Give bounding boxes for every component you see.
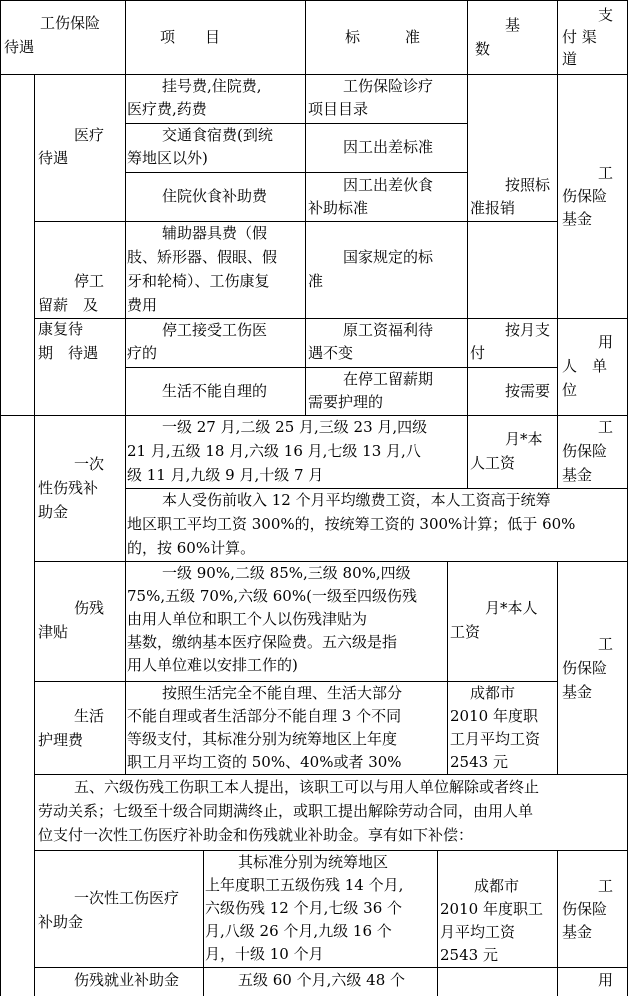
disability-lump-payer: 基金 <box>562 466 593 484</box>
nursing-standard: 等级支付，其标准分别为统筹地区上年度 <box>127 730 398 748</box>
medical-lump-label: 一次性工伤医疗 <box>74 889 180 907</box>
suspension-item: 疗的 <box>127 344 158 362</box>
suspension-base: 付 <box>470 344 486 362</box>
rehab-label: 留薪 及 <box>38 296 99 314</box>
allowance-label: 津贴 <box>38 623 69 641</box>
header-base-line1: 基 <box>505 16 521 34</box>
care-standard: 在停工留薪期 <box>343 370 434 388</box>
suspension-standard: 遇不变 <box>308 344 354 362</box>
medical-lump-standard: 上年度职工五级伤残 14 个月, <box>205 876 404 894</box>
aids-standard: 准 <box>308 272 324 290</box>
medical-item: 住院伙食补助费 <box>162 187 268 205</box>
nursing-standard: 职工月平均工资的 50%、40%或者 30% <box>127 753 402 771</box>
medical-item: 筹地区以外) <box>127 149 208 167</box>
medical-lump-base: 月平均工资 <box>440 923 516 941</box>
employment-lump-payer: 用 <box>598 971 614 989</box>
nursing-label: 护理费 <box>38 731 84 749</box>
disability-lump-note: 地区职工平均工资 300%的，按统筹工资的 300%计算；低于 60% <box>127 515 576 533</box>
medical-standard: 补助标准 <box>308 199 369 217</box>
medical-item: 交通食宿费(到统 <box>162 126 273 144</box>
medical-payer: 伤保险 <box>562 187 608 205</box>
rehab-payer: 位 <box>562 381 578 399</box>
disability-lump-label: 助金 <box>38 503 69 521</box>
rehab-label: 康复待 <box>38 320 84 338</box>
disability-lump-payer: 工 <box>598 418 614 436</box>
medical-base: 按照标 <box>505 176 551 194</box>
medical-lump-base: 2010 年度职工 <box>440 900 543 918</box>
medical-item: 挂号费,住院费, <box>162 77 262 95</box>
nursing-label: 生活 <box>74 707 105 725</box>
medical-payer: 工 <box>598 164 614 182</box>
suspension-standard: 原工资福利待 <box>343 321 434 339</box>
aids-item: 费用 <box>127 296 158 314</box>
medical-standard: 因工出差标准 <box>343 138 434 156</box>
aids-standard: 国家规定的标 <box>343 248 434 266</box>
medical-lump-base: 2543 元 <box>440 946 498 964</box>
allowance-standard: 75%,五级 70%,六级 60%(一级至四级伤残 <box>127 587 417 605</box>
nursing-base: 2543 元 <box>450 753 508 771</box>
medical-label: 医疗 <box>74 126 105 144</box>
termination-note-line: 五、六级伤残工伤职工本人提出，该职工可以与用人单位解除或者终止 <box>74 778 540 796</box>
medical-standard: 项目目录 <box>308 100 369 118</box>
medical-item: 医疗费,药费 <box>127 100 207 118</box>
aids-item: 肢、矫形器、假眼、假 <box>127 248 278 266</box>
nursing-standard: 不能自理或者生活部分不能自理 3 个不同 <box>127 707 402 725</box>
rehab-payer: 人 单 <box>562 357 608 375</box>
medical-label: 待遇 <box>38 149 69 167</box>
rehab-payer: 用 <box>598 333 614 351</box>
medical-base: 准报销 <box>470 199 516 217</box>
allowance-standard: 基数，缴纳基本医疗保险费。五六级是指 <box>127 633 398 651</box>
aids-item: 辅助器具费（假 <box>162 224 268 242</box>
medical-lump-standard: 月，十级 10 个月 <box>205 945 324 963</box>
disability-lump-base: 人工资 <box>470 454 516 472</box>
header-benefit-line1: 工伤保险 <box>40 14 101 32</box>
care-base: 按需要 <box>505 382 551 400</box>
disability-lump-note: 本人受伤前收入 12 个月平均缴费工资，本人工资高于统筹 <box>162 491 551 509</box>
allowance-standard: 一级 90%,二级 85%,三级 80%,四级 <box>162 564 411 582</box>
nursing-standard: 按照生活完全不能自理、生活大部分 <box>162 684 403 702</box>
header-item: 项 目 <box>160 28 221 46</box>
disability-lump-payer: 伤保险 <box>562 442 608 460</box>
nursing-payer: 伤保险 <box>562 659 608 677</box>
header-base-line2: 数 <box>475 40 491 58</box>
medical-payer: 基金 <box>562 210 593 228</box>
allowance-standard: 由用人单位和职工个人以伤残津贴为 <box>127 610 368 628</box>
termination-note-line: 位支付一次性工伤医疗补助金和伤残就业补助金。享有如下补偿： <box>38 826 474 844</box>
nursing-base: 成都市 <box>470 684 516 702</box>
medical-lump-label: 补助金 <box>38 913 84 931</box>
disability-lump-grades: 21 月,五级 18 月,六级 16 月,七级 13 月,八 <box>127 442 421 460</box>
nursing-payer: 基金 <box>562 683 593 701</box>
aids-item: 牙和轮椅）、工伤康复 <box>127 272 270 290</box>
allowance-standard: 用人单位难以安排工作的) <box>127 656 298 674</box>
suspension-item: 停工接受工伤医 <box>162 321 268 339</box>
allowance-label: 伤残 <box>74 599 105 617</box>
care-standard: 需要护理的 <box>308 393 384 411</box>
care-item: 生活不能自理的 <box>162 382 268 400</box>
nursing-payer: 工 <box>598 635 614 653</box>
medical-lump-payer: 工 <box>598 877 614 895</box>
medical-lump-standard: 其标准分别为统筹地区 <box>238 853 389 871</box>
termination-note-line: 劳动关系；七级至十级合同期满终止，或职工提出解除劳动合同，由用人单 <box>38 802 534 820</box>
allowance-base: 月*本人 <box>485 599 538 617</box>
disability-lump-grades: 一级 27 月,二级 25 月,三级 23 月,四级 <box>162 418 428 436</box>
disability-lump-label: 性伤残补 <box>38 479 99 497</box>
medical-lump-payer: 基金 <box>562 923 593 941</box>
medical-lump-payer: 伤保险 <box>562 900 608 918</box>
header-payer-line1: 支 <box>598 6 614 24</box>
disability-lump-label: 一次 <box>74 455 105 473</box>
rehab-label: 停工 <box>74 272 105 290</box>
header-standard: 标 准 <box>345 28 421 46</box>
medical-lump-standard: 月,八级 26 个月,九级 16 个 <box>205 922 392 940</box>
nursing-base: 工月平均工资 <box>450 730 541 748</box>
header-payer-line3: 道 <box>562 50 578 68</box>
medical-lump-base: 成都市 <box>474 877 520 895</box>
medical-standard: 工伤保险诊疗 <box>343 77 434 95</box>
employment-lump-standard: 五级 60 个月,六级 48 个 <box>238 971 406 989</box>
allowance-base: 工资 <box>450 623 481 641</box>
rehab-label: 期 待遇 <box>38 344 99 362</box>
medical-lump-standard: 六级伤残 12 个月,七级 36 个 <box>205 899 403 917</box>
header-benefit-line2: 待遇 <box>4 38 35 56</box>
disability-lump-grades: 级 11 月,九级 9 月,十级 7 月 <box>127 466 324 484</box>
disability-lump-base: 月*本 <box>505 430 543 448</box>
disability-lump-note: 的，按 60%计算。 <box>127 539 256 557</box>
employment-lump-label: 伤残就业补助金 <box>74 971 180 989</box>
suspension-base: 按月支 <box>505 321 551 339</box>
header-payer-line2: 付 渠 <box>562 28 597 46</box>
nursing-base: 2010 年度职 <box>450 707 538 725</box>
medical-standard: 因工出差伙食 <box>343 176 434 194</box>
